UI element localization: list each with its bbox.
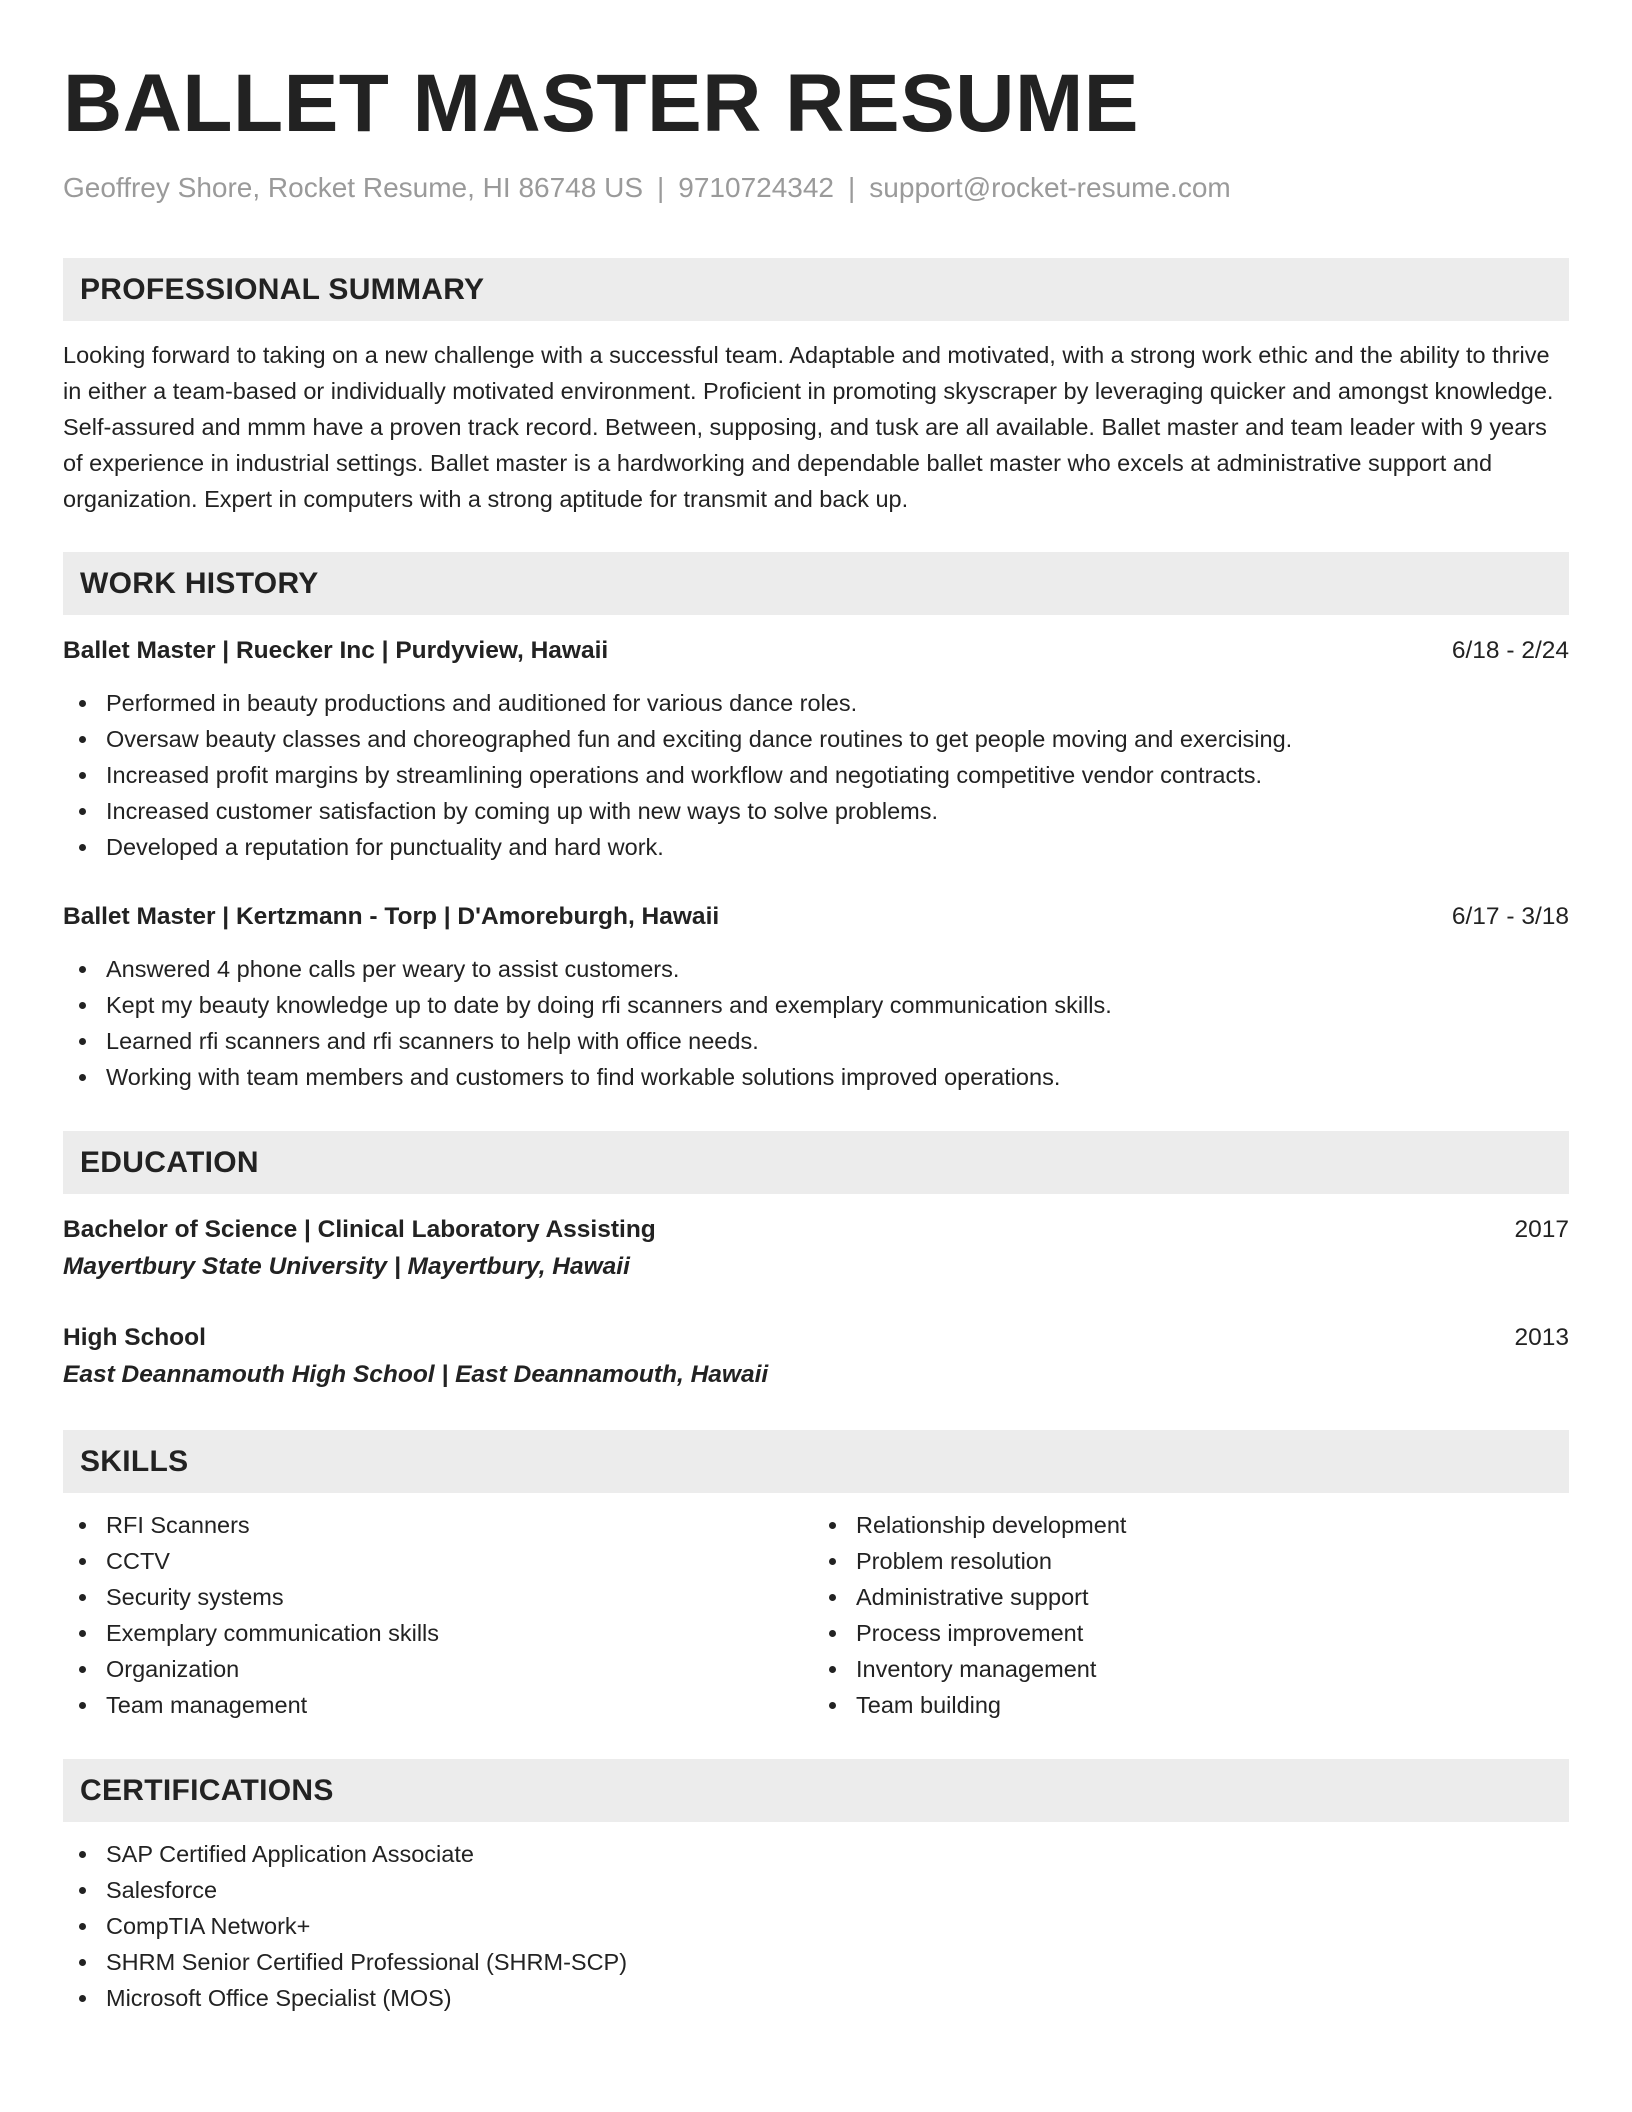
contact-email: support@rocket-resume.com bbox=[869, 172, 1231, 203]
skill-item bbox=[825, 1651, 1563, 1687]
education-school: Mayertbury State University | Mayertbury, Hawaii bbox=[63, 1253, 630, 1280]
bullet-dot bbox=[79, 1074, 86, 1081]
skill-item bbox=[825, 1687, 1563, 1723]
job-dates: 6/18 - 2/24 bbox=[1451, 637, 1569, 664]
bullet-dot bbox=[79, 1558, 86, 1565]
job-bullet bbox=[75, 685, 1569, 721]
bullet-dot bbox=[79, 1959, 86, 1966]
job-bullet-text: Developed a reputation for punctuality and hard work. bbox=[106, 834, 664, 860]
section-header-summary: PROFESSIONAL SUMMARY bbox=[63, 258, 1569, 321]
job-entry bbox=[63, 899, 1569, 1095]
certification-text: SHRM Senior Certified Professional (SHRM-SCP) bbox=[106, 1949, 628, 1975]
education-entry bbox=[63, 1212, 1569, 1286]
skill-item bbox=[75, 1507, 813, 1543]
skill-item bbox=[75, 1687, 813, 1723]
bullet-dot bbox=[79, 772, 86, 779]
bullet-dot bbox=[79, 1594, 86, 1601]
certification-text: CompTIA Network+ bbox=[106, 1913, 311, 1939]
job-header bbox=[63, 899, 1569, 935]
bullet-dot bbox=[79, 1630, 86, 1637]
job-bullet bbox=[75, 721, 1569, 757]
education-header bbox=[63, 1212, 1569, 1248]
bullet-dot bbox=[829, 1522, 836, 1529]
skill-item bbox=[825, 1507, 1563, 1543]
bullet-dot bbox=[829, 1630, 836, 1637]
contact-line bbox=[63, 170, 1569, 206]
skill-text: Inventory management bbox=[856, 1656, 1097, 1682]
bullet-dot bbox=[79, 1887, 86, 1894]
job-bullet bbox=[75, 987, 1569, 1023]
education-degree: Bachelor of Science | Clinical Laboratory Assisting bbox=[63, 1216, 656, 1243]
certifications-list bbox=[63, 1836, 1569, 2016]
bullet-dot bbox=[79, 1522, 86, 1529]
job-dates: 6/17 - 3/18 bbox=[1451, 903, 1569, 930]
job-bullet-text: Oversaw beauty classes and choreographed fun and exciting dance routines to get people moving and exercising. bbox=[106, 726, 1293, 752]
resume-title: BALLET MASTER RESUME bbox=[63, 58, 1139, 149]
education-year: 2013 bbox=[1514, 1324, 1569, 1351]
certification-text: Microsoft Office Specialist (MOS) bbox=[106, 1985, 452, 2011]
section-header-certifications: CERTIFICATIONS bbox=[63, 1759, 1569, 1822]
education-entry bbox=[63, 1320, 1569, 1394]
bullet-dot bbox=[829, 1594, 836, 1601]
skill-text: Administrative support bbox=[856, 1584, 1089, 1610]
job-bullet-text: Kept my beauty knowledge up to date by doing rfi scanners and exemplary communication skills. bbox=[106, 992, 1112, 1018]
job-title: Ballet Master | Ruecker Inc | Purdyview, Hawaii bbox=[63, 637, 609, 664]
certification-item bbox=[75, 1980, 1569, 2016]
certification-text: Salesforce bbox=[106, 1877, 218, 1903]
bullet-dot bbox=[79, 966, 86, 973]
skill-text: CCTV bbox=[106, 1548, 170, 1574]
bullet-dot bbox=[79, 1923, 86, 1930]
job-bullet-text: Learned rfi scanners and rfi scanners to help with office needs. bbox=[106, 1028, 759, 1054]
certification-item bbox=[75, 1944, 1569, 1980]
bullet-dot bbox=[79, 1995, 86, 2002]
skills-columns bbox=[63, 1507, 1569, 1723]
skill-text: Organization bbox=[106, 1656, 240, 1682]
contact-address: Geoffrey Shore, Rocket Resume, HI 86748 US bbox=[63, 172, 643, 203]
job-entry bbox=[63, 633, 1569, 865]
bullet-dot bbox=[79, 1851, 86, 1858]
education-header bbox=[63, 1320, 1569, 1356]
education-school: East Deannamouth High School | East Deannamouth, Hawaii bbox=[63, 1361, 769, 1388]
skill-text: Problem resolution bbox=[856, 1548, 1052, 1574]
job-bullet bbox=[75, 1023, 1569, 1059]
skill-text: Relationship development bbox=[856, 1512, 1127, 1538]
bullet-dot bbox=[829, 1702, 836, 1709]
contact-separator: | bbox=[657, 172, 665, 203]
contact-phone: 9710724342 bbox=[678, 172, 835, 203]
job-bullet bbox=[75, 793, 1569, 829]
skill-item bbox=[75, 1651, 813, 1687]
skill-item bbox=[825, 1543, 1563, 1579]
job-bullet bbox=[75, 757, 1569, 793]
skill-item bbox=[825, 1579, 1563, 1615]
section-header-work-history: WORK HISTORY bbox=[63, 552, 1569, 615]
certification-item bbox=[75, 1908, 1569, 1944]
contact-separator: | bbox=[848, 172, 856, 203]
skill-item bbox=[75, 1579, 813, 1615]
bullet-dot bbox=[79, 1666, 86, 1673]
bullet-dot bbox=[79, 1702, 86, 1709]
bullet-dot bbox=[79, 700, 86, 707]
skill-text: Process improvement bbox=[856, 1620, 1084, 1646]
job-header bbox=[63, 633, 1569, 669]
bullet-dot bbox=[79, 808, 86, 815]
skill-item bbox=[75, 1615, 813, 1651]
bullet-dot bbox=[829, 1558, 836, 1565]
skill-item bbox=[75, 1543, 813, 1579]
education-degree: High School bbox=[63, 1324, 206, 1351]
job-bullet-text: Working with team members and customers to find workable solutions improved operations. bbox=[106, 1064, 1061, 1090]
job-bullet bbox=[75, 951, 1569, 987]
section-header-education: EDUCATION bbox=[63, 1131, 1569, 1194]
section-header-skills: SKILLS bbox=[63, 1430, 1569, 1493]
skill-text: Team management bbox=[106, 1692, 308, 1718]
certification-item bbox=[75, 1872, 1569, 1908]
bullet-dot bbox=[79, 844, 86, 851]
job-bullets bbox=[63, 951, 1569, 1095]
skills-list-right bbox=[813, 1507, 1563, 1723]
bullet-dot bbox=[79, 1038, 86, 1045]
certification-text: SAP Certified Application Associate bbox=[106, 1841, 474, 1867]
skill-text: RFI Scanners bbox=[106, 1512, 250, 1538]
job-bullet-text: Increased profit margins by streamlining operations and workflow and negotiating competitive vendor contracts. bbox=[106, 762, 1263, 788]
bullet-dot bbox=[79, 1002, 86, 1009]
skill-text: Team building bbox=[856, 1692, 1002, 1718]
job-bullet-text: Increased customer satisfaction by coming up with new ways to solve problems. bbox=[106, 798, 939, 824]
skill-text: Exemplary communication skills bbox=[106, 1620, 440, 1646]
skill-item bbox=[825, 1615, 1563, 1651]
skill-text: Security systems bbox=[106, 1584, 284, 1610]
bullet-dot bbox=[79, 736, 86, 743]
job-bullet bbox=[75, 829, 1569, 865]
education-year: 2017 bbox=[1514, 1216, 1569, 1243]
summary-text: Looking forward to taking on a new challenge with a successful team. Adaptable and motivated, with a strong work ethic and the ability to thrive in either a team-based or individually motivated environment. Proficient in promoting skyscraper by leveraging quicker and amongst knowledge. Self-assured and mmm have a proven track record. Between, supposing, and tusk are all available. Ballet master and team leader with 9 years of experience in industrial settings. Ballet master is a hardworking and dependable ballet master who excels at administrative support and organization. Expert in computers with a strong aptitude for transmit and back up. bbox=[63, 342, 1554, 512]
job-bullet-text: Answered 4 phone calls per weary to assist customers. bbox=[106, 956, 680, 982]
bullet-dot bbox=[829, 1666, 836, 1673]
job-bullet bbox=[75, 1059, 1569, 1095]
job-title: Ballet Master | Kertzmann - Torp | D'Amoreburgh, Hawaii bbox=[63, 903, 720, 930]
job-bullet-text: Performed in beauty productions and auditioned for various dance roles. bbox=[106, 690, 858, 716]
job-bullets bbox=[63, 685, 1569, 865]
skills-list-left bbox=[63, 1507, 813, 1723]
certification-item bbox=[75, 1836, 1569, 1872]
